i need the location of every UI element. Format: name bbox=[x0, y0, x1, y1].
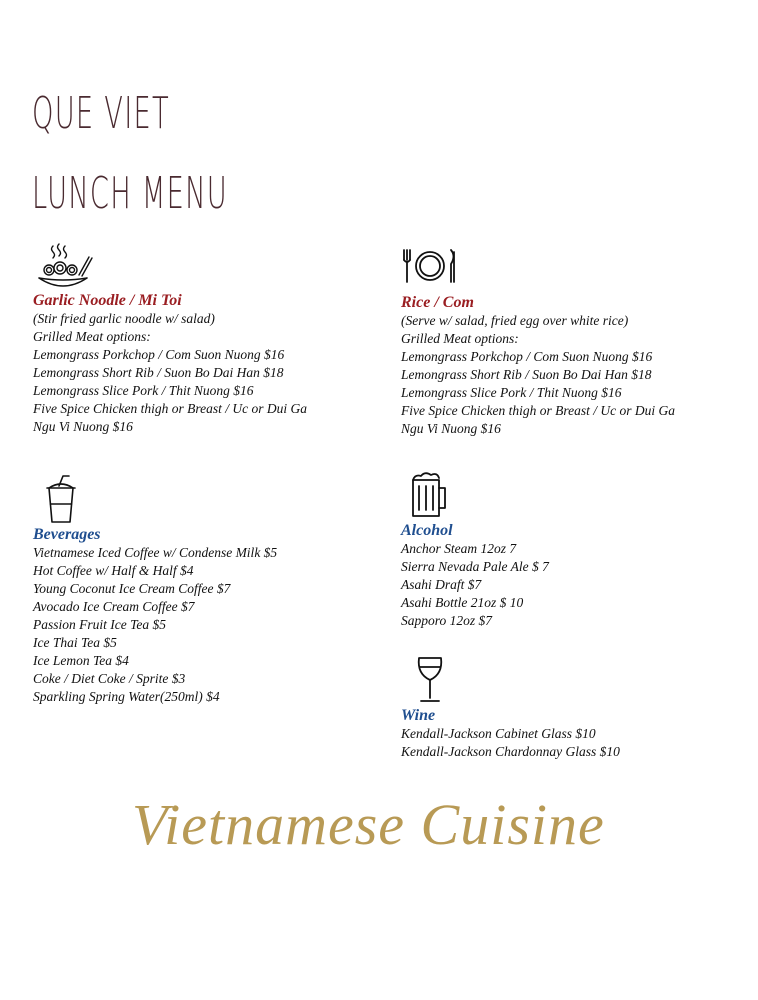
plate-fork-knife-icon bbox=[401, 244, 461, 294]
menu-line: Coke / Diet Coke / Sprite $3 bbox=[33, 671, 186, 686]
drink-cup-icon bbox=[41, 474, 81, 526]
beer-mug-icon bbox=[407, 470, 457, 522]
menu-line: Passion Fruit Ice Tea $5 bbox=[33, 617, 166, 632]
beverages-section bbox=[33, 474, 277, 706]
menu-line: Hot Coffee w/ Half & Half $4 bbox=[33, 563, 194, 578]
menu-title-line-1: QUE VIET bbox=[32, 88, 170, 139]
menu-line: Asahi Draft $7 bbox=[401, 577, 482, 592]
menu-line: Ngu Vi Nuong $16 bbox=[401, 421, 501, 436]
menu-line: Ice Thai Tea $5 bbox=[33, 635, 117, 650]
wine-section bbox=[401, 655, 620, 761]
menu-line: (Stir fried garlic noodle w/ salad) bbox=[33, 311, 215, 326]
alcohol-section-title: Alcohol bbox=[401, 522, 453, 539]
rice-section-title: Rice / Com bbox=[401, 294, 474, 311]
noodle-section bbox=[33, 242, 307, 436]
menu-line: Kendall-Jackson Cabinet Glass $10 bbox=[401, 726, 596, 741]
menu-line: Lemongrass Slice Pork / Thit Nuong $16 bbox=[401, 385, 622, 400]
menu-line: Avocado Ice Cream Coffee $7 bbox=[33, 599, 195, 614]
beverages-item-list bbox=[33, 544, 277, 706]
noodle-section-title: Garlic Noodle / Mi Toi bbox=[33, 292, 182, 309]
wine-item-list bbox=[401, 725, 620, 761]
menu-line: Grilled Meat options: bbox=[401, 331, 519, 346]
noodle-bowl-icon bbox=[33, 242, 93, 292]
menu-line: (Serve w/ salad, fried egg over white rice) bbox=[401, 313, 629, 328]
rice-item-list bbox=[401, 312, 675, 438]
menu-line: Lemongrass Short Rib / Suon Bo Dai Han $18 bbox=[401, 367, 652, 382]
menu-line: Anchor Steam 12oz 7 bbox=[401, 541, 517, 556]
menu-line: Five Spice Chicken thigh or Breast / Uc or Dui Ga bbox=[401, 403, 675, 418]
noodle-item-list bbox=[33, 310, 307, 436]
menu-line: Kendall-Jackson Chardonnay Glass $10 bbox=[401, 744, 620, 759]
menu-line: Five Spice Chicken thigh or Breast / Uc or Dui Ga bbox=[33, 401, 307, 416]
menu-line: Sparkling Spring Water(250ml) $4 bbox=[33, 689, 220, 704]
menu-line: Lemongrass Short Rib / Suon Bo Dai Han $18 bbox=[33, 365, 284, 380]
menu-line: Ice Lemon Tea $4 bbox=[33, 653, 129, 668]
menu-title-line-2: LUNCH MENU bbox=[32, 168, 228, 219]
menu-line: Lemongrass Slice Pork / Thit Nuong $16 bbox=[33, 383, 254, 398]
menu-line: Lemongrass Porkchop / Com Suon Nuong $16 bbox=[33, 347, 285, 362]
menu-line: Ngu Vi Nuong $16 bbox=[33, 419, 133, 434]
vietnamese-cuisine-script: Vietnamese Cuisine bbox=[132, 792, 605, 857]
menu-line: Sierra Nevada Pale Ale $ 7 bbox=[401, 559, 549, 574]
menu-line: Young Coconut Ice Cream Coffee $7 bbox=[33, 581, 231, 596]
wine-glass-icon bbox=[413, 655, 453, 707]
menu-line: Asahi Bottle 21oz $ 10 bbox=[401, 595, 524, 610]
menu-line: Sapporo 12oz $7 bbox=[401, 613, 493, 628]
wine-section-title: Wine bbox=[401, 707, 436, 724]
menu-line: Lemongrass Porkchop / Com Suon Nuong $16 bbox=[401, 349, 653, 364]
alcohol-section bbox=[401, 470, 549, 630]
menu-line: Vietnamese Iced Coffee w/ Condense Milk $5 bbox=[33, 545, 278, 560]
beverages-section-title: Beverages bbox=[33, 526, 101, 543]
rice-section bbox=[401, 244, 675, 438]
menu-line: Grilled Meat options: bbox=[33, 329, 151, 344]
alcohol-item-list bbox=[401, 540, 549, 630]
